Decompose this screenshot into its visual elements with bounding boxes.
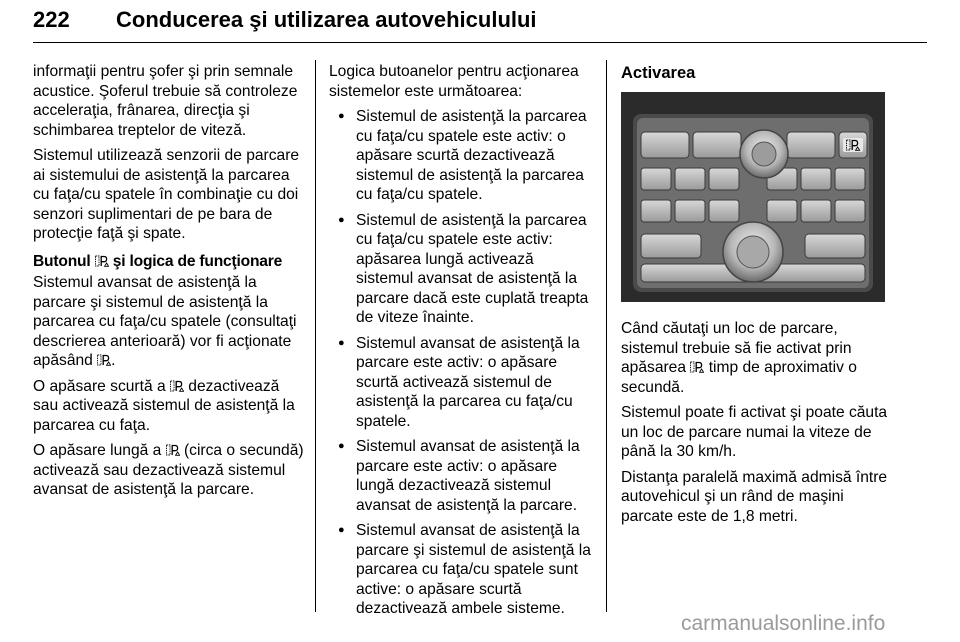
list-item: ● Sistemul avansat de asistenţă la parcare este activ: o apăsare scurtă activează sistemul de asistenţă la parcarea cu faţa/cu spatele. — [329, 334, 594, 432]
bullet-list — [329, 107, 594, 619]
header-rule — [33, 42, 927, 43]
page-title: Conducerea şi utilizarea autovehiculului — [116, 7, 537, 32]
list-item: ● Sistemul de asistenţă la parcarea cu faţa/cu spatele este activ: o apăsare scurtă dezactivează sistemul de asistenţă la parcarea cu faţa/cu spatele. — [329, 107, 594, 205]
column-right — [621, 62, 891, 532]
column-middle — [329, 62, 594, 625]
paragraph: informaţii pentru şofer şi prin semnale acustice. Şoferul trebuie să controleze acceleraţia, frânarea, direcţia şi schimbarea treptelor de viteză. — [33, 63, 298, 139]
column-divider-2 — [606, 60, 607, 612]
list-item: ● Sistemul avansat de asistenţă la parcare este activ: o apăsare lungă dezactivează sistemul avansat de asistenţă la parcare. — [329, 437, 594, 515]
paragraph: O apăsare scurtă a dezactivează sau activează sistemul de asistenţă la parcarea cu faţa. — [33, 377, 295, 434]
section-heading: Activarea — [621, 64, 696, 82]
page-header — [33, 4, 927, 44]
park-assist-icon — [97, 354, 111, 366]
page-number: 222 — [33, 7, 70, 32]
park-assist-icon — [690, 361, 704, 373]
paragraph: Logica butoanelor pentru acţionarea sistemelor este următoarea: — [329, 63, 579, 100]
paragraph: Când căutaţi un loc de parcare, sistemul trebuie să fie activat prin apăsarea timp de aproximativ o secundă. — [621, 320, 857, 396]
list-item: ● Sistemul de asistenţă la parcarea cu faţa/cu spatele este activ: apăsarea lungă activează sistemul avansat de asistenţă la parcare dacă este cuplată treapta de viteze înainte. — [329, 211, 594, 328]
subheading: Butonul şi logica de funcţionare — [33, 252, 283, 270]
paragraph: Distanţa paralelă maximă admisă între autovehicul şi un rând de maşini parcate este de 1,8 metri. — [621, 468, 888, 525]
paragraph: O apăsare lungă a (circa o secundă) activează sau dezactivează sistemul avansat de asistenţă la parcare. — [33, 442, 304, 498]
column-left — [33, 62, 305, 506]
park-assist-icon — [170, 380, 184, 392]
park-assist-icon — [166, 444, 180, 456]
column-divider-1 — [315, 60, 316, 612]
watermark: carmanualsonline.info — [681, 612, 886, 635]
park-assist-icon — [95, 255, 109, 267]
list-item: ● Sistemul avansat de asistenţă la parcare şi sistemul de asistenţă la parcarea cu faţa/cu spatele sunt active: o apăsare scurtă dezactivează ambele sisteme. — [329, 521, 594, 619]
console-photo — [621, 92, 885, 302]
paragraph: Sistemul utilizează senzorii de parcare ai sistemului de asistenţă la parcarea cu faţa/cu spatele în combinaţie cu doi senzori suplimentari de pe bara de protecţie faţă şi spate. — [33, 147, 300, 242]
paragraph: Sistemul poate fi activat şi poate căuta un loc de parcare numai la viteze de până la 30 km/h. — [621, 404, 888, 460]
paragraph: Sistemul avansat de asistenţă la parcare şi sistemul de asistenţă la parcarea cu faţa/cu spatele (consultaţi descrierea anterioară) vor fi acţionate apăsând . — [33, 274, 297, 369]
